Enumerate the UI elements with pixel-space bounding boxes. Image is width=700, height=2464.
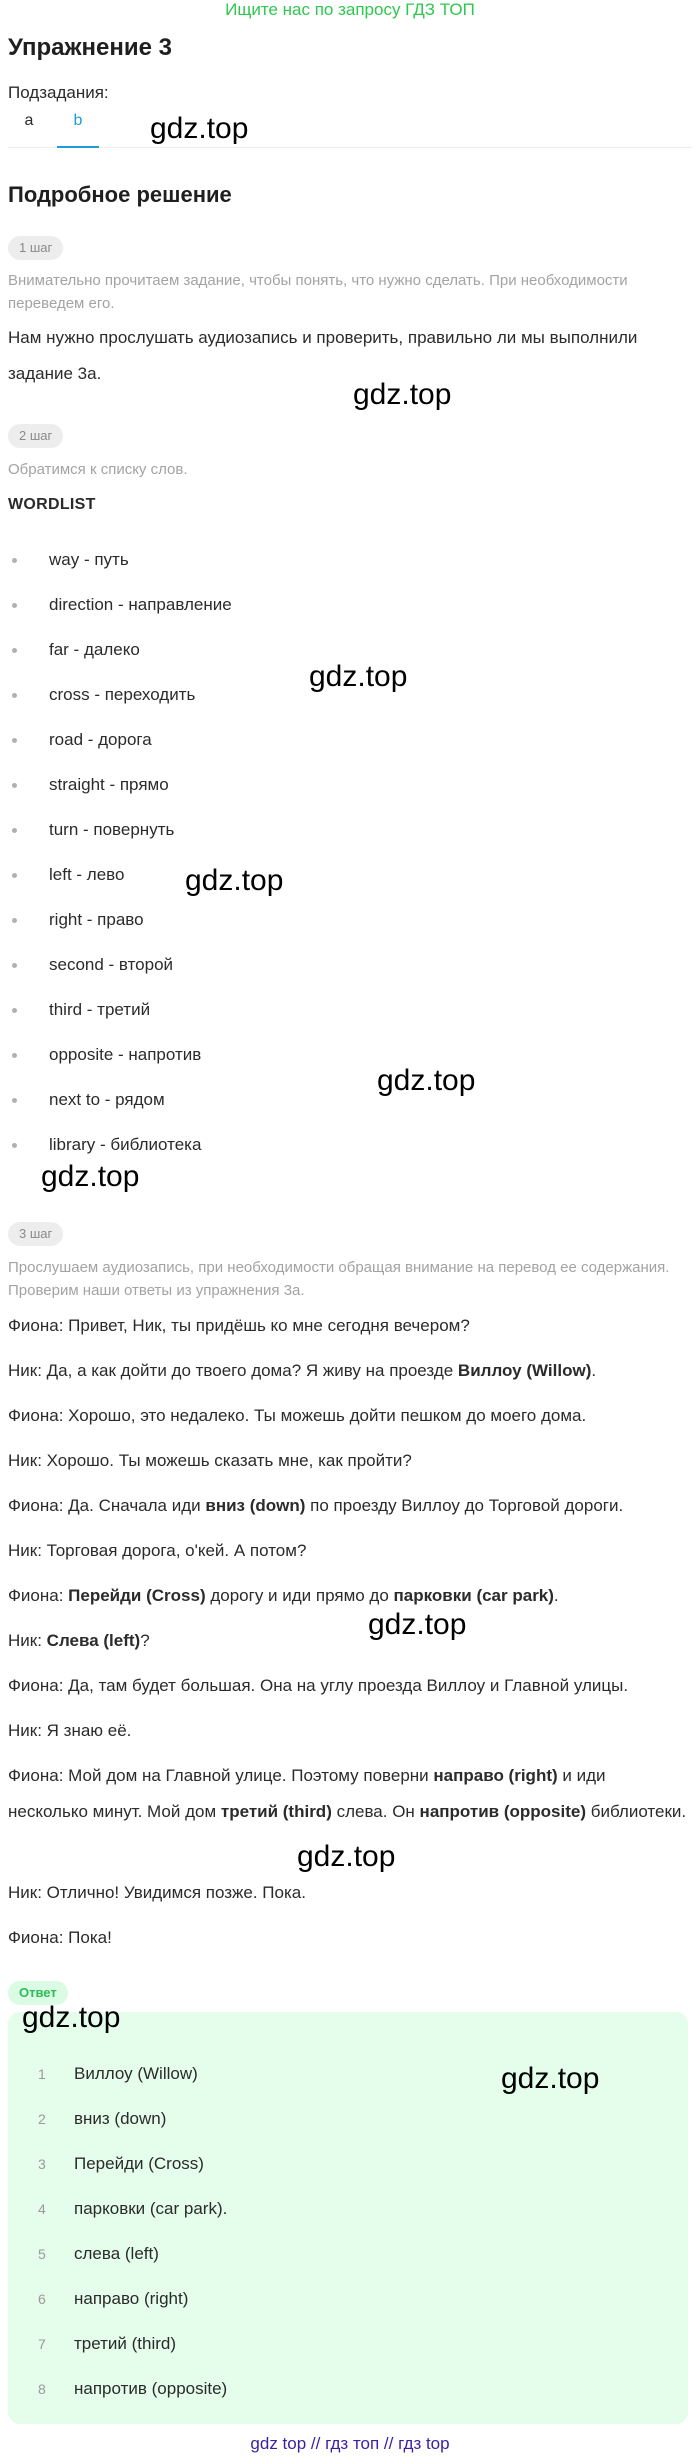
dialogue-line: Фиона: Привет, Ник, ты придёшь ко мне сегодня вечером?	[8, 1316, 470, 1335]
dialogue-line: Фиона: Пока!	[8, 1928, 112, 1947]
subtask-tabs	[8, 108, 692, 148]
bullet-icon	[12, 558, 17, 563]
bullet-icon	[12, 738, 17, 743]
dialogue-line: Ник: Торговая дорога, о'кей. А потом?	[8, 1541, 307, 1560]
dialogue-line: Фиона: Да. Сначала иди вниз (down) по проезду Виллоу до Торговой дороги.	[8, 1496, 624, 1515]
bullet-icon	[12, 918, 17, 923]
solution-title: Подробное решение	[8, 182, 232, 207]
footer-links[interactable]: gdz top // гдз топ // гдз top	[250, 2434, 450, 2453]
dialogue-line: Фиона: Перейди (Cross) дорогу и иди прямо до парковки (car park).	[8, 1586, 559, 1605]
bullet-icon	[12, 603, 17, 608]
watermark: gdz.top	[22, 2001, 121, 2034]
bullet-icon	[12, 873, 17, 878]
watermark: gdz.top	[309, 660, 408, 693]
bullet-icon	[12, 648, 17, 653]
dialogue-line: Ник: Слева (left)?	[8, 1631, 150, 1650]
bullet-icon	[12, 1098, 17, 1103]
watermark: gdz.top	[150, 112, 249, 145]
bullet-icon	[12, 783, 17, 788]
step-badge: 1 шаг	[8, 236, 63, 260]
bullet-icon	[12, 828, 17, 833]
bullet-icon	[12, 1053, 17, 1058]
step-badge: 3 шаг	[8, 1222, 63, 1246]
dialogue-line: Ник: Хорошо. Ты можешь сказать мне, как пройти?	[8, 1451, 412, 1470]
tab-a[interactable]: a	[24, 112, 34, 129]
step-instruction: Внимательно прочитаем задание, чтобы понять, что нужно сделать. При необходимости переведем его.	[8, 272, 628, 312]
bullet-icon	[12, 693, 17, 698]
tab-b[interactable]: b	[57, 112, 99, 148]
watermark: gdz.top	[501, 2062, 600, 2095]
watermark: gdz.top	[377, 1064, 476, 1097]
dialogue-line: Ник: Я знаю её.	[8, 1721, 132, 1740]
watermark: gdz.top	[368, 1608, 467, 1641]
dialogue-line: Ник: Отлично! Увидимся позже. Пока.	[8, 1883, 306, 1902]
watermark: gdz.top	[353, 378, 452, 411]
dialogue-line: Фиона: Да, там будет большая. Она на углу проезда Виллоу и Главной улицы.	[8, 1676, 629, 1695]
page-title: Упражнение 3	[8, 34, 172, 61]
watermark: gdz.top	[297, 1840, 396, 1873]
dialogue-line: Ник: Да, а как дойти до твоего дома? Я живу на проезде Виллоу (Willow).	[8, 1361, 597, 1380]
step-badge: 2 шаг	[8, 424, 63, 448]
answer-box: 1 Виллоу (Willow) 2 вниз (down) 3 Перейди (Cross) 4 парковки (car park). 5 слева (left) 6 направо (right) 7 третий (third) 8 напротив (opposite)	[8, 2012, 688, 2424]
search-hint-link[interactable]: Ищите нас по запросу ГДЗ ТОП	[225, 0, 475, 19]
watermark: gdz.top	[185, 864, 284, 897]
step-text: Нам нужно прослушать аудиозапись и проверить, правильно ли мы выполнили задание 3a.	[8, 328, 638, 383]
bullet-icon	[12, 963, 17, 968]
bullet-icon	[12, 1143, 17, 1148]
bullet-icon	[12, 1008, 17, 1013]
watermark: gdz.top	[41, 1160, 140, 1193]
subtasks-label: Подзадания:	[8, 83, 109, 102]
wordlist-title: WORDLIST	[8, 496, 96, 513]
step-instruction: Прослушаем аудиозапись, при необходимости обращая внимание на перевод ее содержания. Проверим наши ответы из упражнения 3a.	[8, 1259, 670, 1299]
answer-badge: Ответ	[8, 1981, 68, 2005]
dialogue-line: Фиона: Мой дом на Главной улице. Поэтому поверни направо (right) и иди несколько минут. Мой дом третий (third) слева. Он напротив (opposite) библиотеки.	[8, 1766, 687, 1821]
dialogue-line: Фиона: Хорошо, это недалеко. Ты можешь дойти пешком до моего дома.	[8, 1406, 587, 1425]
step-instruction: Обратимся к списку слов.	[8, 461, 188, 478]
